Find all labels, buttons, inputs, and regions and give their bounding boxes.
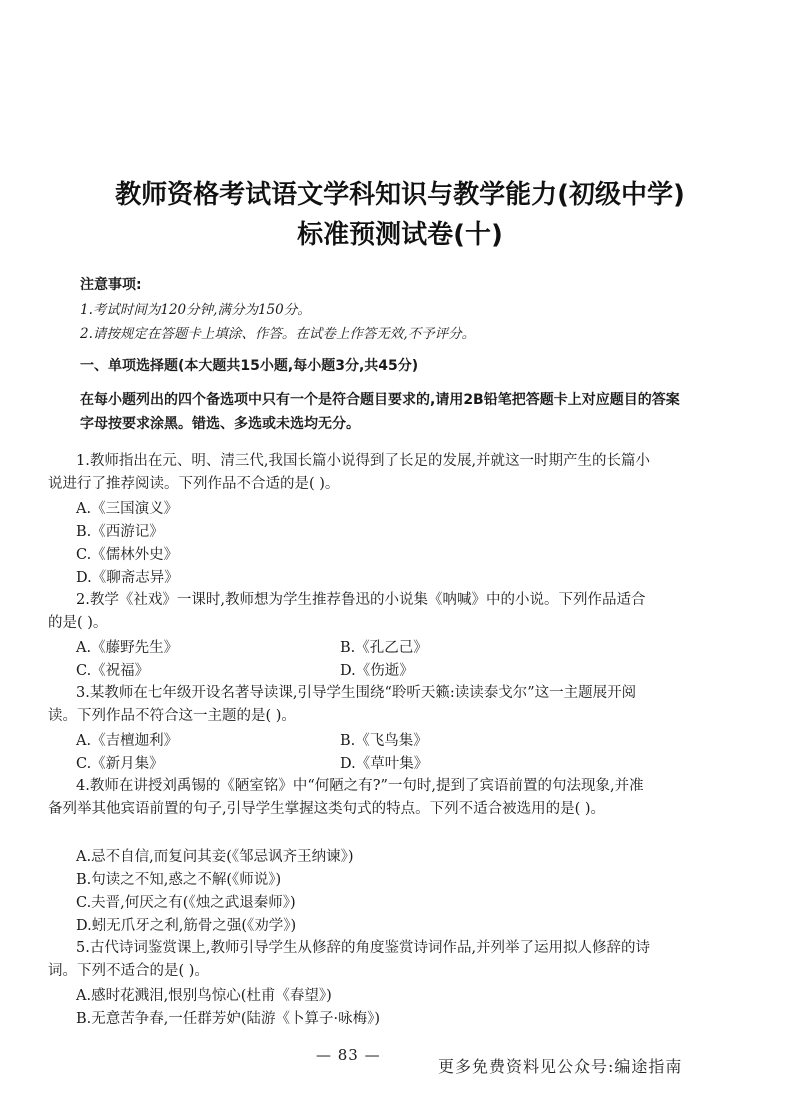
- notes-heading: 注意事项:: [80, 277, 142, 293]
- question-stem: 4.教师在讲授刘禹锡的《陋室铭》中“何陋之有?”一句时,提到了宾语前置的句法现象,并准备列举其他宾语前置的句子,引导学生掌握这类句式的特点。下列不适合被选用的是( )。: [48, 778, 644, 817]
- option: C.夫晋,何厌之有(《烛之武退秦师》): [76, 895, 296, 911]
- option: A.忌不自信,而复问其妾(《邹忌讽齐王纳谏》): [76, 849, 354, 865]
- option: C.《祝福》: [76, 663, 150, 679]
- option: C.《新月集》: [76, 756, 164, 772]
- option: A.《吉檀迦利》: [76, 733, 179, 749]
- option: A.感时花溅泪,恨别鸟惊心(杜甫《春望》): [76, 988, 332, 1004]
- option: D.《聊斋志异》: [76, 570, 179, 586]
- option: B.《西游记》: [76, 524, 164, 540]
- footer-note: 更多免费资料见公众号:编途指南: [438, 1057, 683, 1076]
- option: A.《三国演义》: [76, 501, 179, 517]
- option: A.《藤野先生》: [76, 640, 179, 656]
- question-stem: 2.教学《社戏》一课时,教师想为学生推荐鲁迅的小说集《呐喊》中的小说。下列作品适合的是( )。: [48, 592, 646, 631]
- option: B.《飞鸟集》: [340, 733, 428, 749]
- page-subtitle: 标准预测试卷(十): [297, 220, 503, 250]
- section-heading: 一、单项选择题(本大题共15小题,每小题3分,共45分): [80, 358, 419, 374]
- page-number: — 83 —: [316, 1046, 381, 1064]
- option: D.蚓无爪牙之利,筋骨之强(《劝学》): [76, 918, 297, 934]
- page-title: 教师资格考试语文学科知识与教学能力(初级中学): [115, 180, 685, 210]
- notes-item: 1.考试时间为120分钟,满分为150分。: [80, 302, 311, 318]
- option: B.无意苦争春,一任群芳妒(陆游《卜算子·咏梅》): [76, 1011, 381, 1027]
- option: B.《孔乙己》: [340, 640, 428, 656]
- option: D.《草叶集》: [340, 756, 429, 772]
- section-instructions: 在每小题列出的四个备选项中只有一个是符合题目要求的,请用2B铅笔把答题卡上对应题目的答案字母按要求涂黑。错选、多选或未选均无分。: [80, 392, 680, 432]
- question-stem: 3.某教师在七年级开设名著导读课,引导学生围绕“聆听天籁:读读泰戈尔”这一主题展开阅读。下列作品不符合这一主题的是( )。: [48, 685, 637, 724]
- question-stem: 1.教师指出在元、明、清三代,我国长篇小说得到了长足的发展,并就这一时期产生的长篇小说进行了推荐阅读。下列作品不合适的是( )。: [48, 453, 651, 492]
- question-stem: 5.古代诗词鉴赏课上,教师引导学生从修辞的角度鉴赏诗词作品,并列举了运用拟人修辞的诗词。下列不适合的是( )。: [48, 940, 651, 979]
- option: B.句读之不知,惑之不解(《师说》): [76, 872, 282, 888]
- option: D.《伤逝》: [340, 663, 414, 679]
- notes-item: 2.请按规定在答题卡上填涂、作答。在试卷上作答无效,不予评分。: [80, 326, 476, 342]
- option: C.《儒林外史》: [76, 547, 179, 563]
